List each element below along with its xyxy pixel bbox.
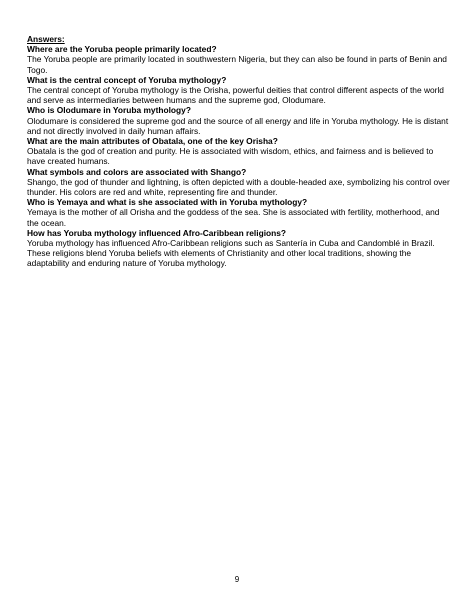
answer-text: The Yoruba people are primarily located in southwestern Nigeria, but they can also be found in parts of Benin and Togo. (27, 54, 447, 75)
page-number: 9 (234, 575, 240, 584)
answer-text: Obatala is the god of creation and purity. He is associated with wisdom, ethics, and fairness and is believed to have created humans. (27, 146, 434, 167)
qa-item (27, 197, 451, 228)
answer-text: Shango, the god of thunder and lightning, is often depicted with a double-headed axe, symbolizing his control over thunder. His colors are red and white, representing fire and thunder. (27, 176, 450, 198)
qa-item (27, 136, 451, 167)
qa-item (27, 44, 451, 75)
qa-item (27, 105, 451, 136)
question-text: Where are the Yoruba people primarily located? (27, 44, 217, 55)
answers-heading: Answers: (27, 34, 65, 44)
answer-text: Yemaya is the mother of all Orisha and the goddess of the sea. She is associated with fertility, motherhood, and the ocean. (27, 207, 440, 228)
answer-text: The central concept of Yoruba mythology is the Orisha, powerful deities that control different aspects of the world and serve as intermediaries between humans and the supreme god, Olodumare. (27, 85, 444, 106)
question-text: How has Yoruba mythology influenced Afro-Caribbean religions? (27, 227, 287, 238)
question-text: What is the central concept of Yoruba mythology? (27, 74, 227, 85)
answer-text: Yoruba mythology has influenced Afro-Caribbean religions such as Santería in Cuba and Candomblé in Brazil. These religions blend Yoruba beliefs with elements of Christianity and other local traditions, showing the adaptability and enduring nature of Yoruba mythology. (27, 238, 435, 269)
question-text: Who is Olodumare in Yoruba mythology? (27, 105, 191, 116)
qa-item (27, 167, 451, 198)
document-page (27, 34, 451, 269)
qa-item (27, 228, 451, 269)
question-text: What symbols and colors are associated with Shango? (27, 166, 247, 177)
answer-text: Olodumare is considered the supreme god and the source of all energy and life in Yoruba mythology. He is distant and not directly involved in daily human affairs. (27, 115, 449, 136)
question-text: Who is Yemaya and what is she associated with in Yoruba mythology? (27, 197, 308, 208)
qa-item (27, 75, 451, 106)
question-text: What are the main attributes of Obatala, one of the key Orisha? (27, 136, 278, 147)
